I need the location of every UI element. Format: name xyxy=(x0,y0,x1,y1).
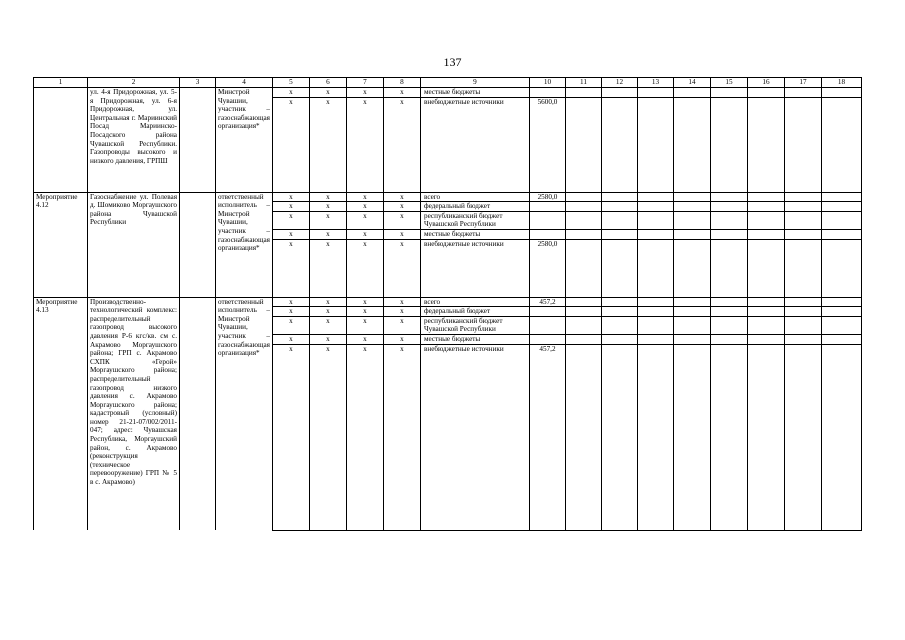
empty-cell xyxy=(710,344,747,530)
funding-amount xyxy=(529,307,565,317)
header-row xyxy=(34,78,862,88)
funding-source: всего xyxy=(420,297,529,307)
empty-cell xyxy=(673,307,710,317)
empty-cell xyxy=(180,88,216,193)
status-mark: х xyxy=(309,316,346,334)
status-mark: х xyxy=(346,192,383,202)
status-mark: х xyxy=(346,202,383,212)
empty-cell xyxy=(601,297,637,307)
status-mark: х xyxy=(309,297,346,307)
status-mark: х xyxy=(346,229,383,239)
status-mark: х xyxy=(346,239,383,297)
status-mark: х xyxy=(383,239,420,297)
status-mark: х xyxy=(272,239,309,297)
empty-cell xyxy=(747,229,784,239)
activity-code xyxy=(34,88,88,193)
empty-cell xyxy=(601,239,637,297)
funding-source: республиканский бюджет Чувашской Республики xyxy=(420,211,529,229)
activity-description: Производственно-технологический комплекс: распределительный газопровод высокого давления Р-6 кгс/кв. см с. Акрамово Моргаушского района; ГРП с. Акрамово СХПК «Герой» Моргаушского района; распределительный газопровод низкого давления с. Акрамово Моргаушского района; кадастровый (условный) номер 21-21-07/002/2011-047; адрес: Чувашская Республика, Моргаушский район, с. Акрамово (реконструкция (техническое перевооружение) ГРП № 5 в с. Акрамово) xyxy=(88,297,180,530)
status-mark: х xyxy=(272,211,309,229)
status-mark: х xyxy=(346,88,383,98)
status-mark: х xyxy=(272,334,309,344)
empty-cell xyxy=(565,307,601,317)
funding-source: всего xyxy=(420,192,529,202)
header-cell: 3 xyxy=(180,78,216,88)
empty-cell xyxy=(784,229,821,239)
empty-cell xyxy=(784,297,821,307)
empty-cell xyxy=(565,192,601,202)
funding-source: местные бюджеты xyxy=(420,229,529,239)
empty-cell xyxy=(784,88,821,98)
empty-cell xyxy=(637,334,673,344)
status-mark: х xyxy=(272,344,309,530)
empty-cell xyxy=(565,334,601,344)
empty-cell xyxy=(784,334,821,344)
status-mark: х xyxy=(383,344,420,530)
empty-cell xyxy=(673,202,710,212)
activity-code: Мероприятие 4.13 xyxy=(34,297,88,530)
empty-cell xyxy=(784,239,821,297)
page-number: 137 xyxy=(443,55,462,69)
status-mark: х xyxy=(383,334,420,344)
empty-cell xyxy=(180,192,216,297)
empty-cell xyxy=(747,307,784,317)
empty-cell xyxy=(784,97,821,192)
status-mark: х xyxy=(346,297,383,307)
empty-cell xyxy=(601,229,637,239)
activity-code: Мероприятие 4.12 xyxy=(34,192,88,297)
empty-cell xyxy=(784,344,821,530)
empty-cell xyxy=(821,334,861,344)
table-row xyxy=(34,297,862,307)
empty-cell xyxy=(601,202,637,212)
empty-cell xyxy=(747,97,784,192)
empty-cell xyxy=(747,88,784,98)
header-cell: 8 xyxy=(383,78,420,88)
empty-cell xyxy=(637,88,673,98)
empty-cell xyxy=(637,192,673,202)
funding-source: местные бюджеты xyxy=(420,88,529,98)
status-mark: х xyxy=(272,307,309,317)
status-mark: х xyxy=(346,344,383,530)
empty-cell xyxy=(637,239,673,297)
status-mark: х xyxy=(346,334,383,344)
funding-amount xyxy=(529,334,565,344)
status-mark: х xyxy=(346,316,383,334)
status-mark: х xyxy=(383,229,420,239)
status-mark: х xyxy=(346,97,383,192)
funding-amount: 5600,0 xyxy=(529,97,565,192)
empty-cell xyxy=(637,97,673,192)
empty-cell xyxy=(821,239,861,297)
status-mark: х xyxy=(272,192,309,202)
empty-cell xyxy=(601,97,637,192)
status-mark: х xyxy=(383,316,420,334)
empty-cell xyxy=(565,97,601,192)
header-cell: 17 xyxy=(784,78,821,88)
status-mark: х xyxy=(309,211,346,229)
empty-cell xyxy=(821,297,861,307)
empty-cell xyxy=(673,344,710,530)
funding-amount xyxy=(529,211,565,229)
empty-cell xyxy=(673,88,710,98)
empty-cell xyxy=(821,344,861,530)
funding-amount xyxy=(529,88,565,98)
empty-cell xyxy=(710,192,747,202)
status-mark: х xyxy=(346,307,383,317)
header-cell: 11 xyxy=(565,78,601,88)
empty-cell xyxy=(710,316,747,334)
responsible-executor: ответственный исполнитель – Минстрой Чувашии, участник – газоснабжающая организация* xyxy=(216,297,273,530)
funding-amount: 2580,0 xyxy=(529,192,565,202)
empty-cell xyxy=(673,316,710,334)
header-cell: 1 xyxy=(34,78,88,88)
status-mark: х xyxy=(383,192,420,202)
status-mark: х xyxy=(272,202,309,212)
status-mark: х xyxy=(383,97,420,192)
empty-cell xyxy=(637,229,673,239)
funding-source: федеральный бюджет xyxy=(420,202,529,212)
empty-cell xyxy=(747,334,784,344)
program-table xyxy=(33,77,862,531)
table-row xyxy=(34,88,862,98)
status-mark: х xyxy=(309,97,346,192)
empty-cell xyxy=(601,88,637,98)
empty-cell xyxy=(601,307,637,317)
empty-cell xyxy=(673,192,710,202)
funding-source: федеральный бюджет xyxy=(420,307,529,317)
status-mark: х xyxy=(346,211,383,229)
funding-source: внебюджетные источники xyxy=(420,239,529,297)
empty-cell xyxy=(710,202,747,212)
empty-cell xyxy=(637,202,673,212)
empty-cell xyxy=(710,97,747,192)
table-row xyxy=(34,192,862,202)
empty-cell xyxy=(637,211,673,229)
header-cell: 2 xyxy=(88,78,180,88)
status-mark: х xyxy=(383,202,420,212)
status-mark: х xyxy=(272,97,309,192)
empty-cell xyxy=(747,297,784,307)
header-cell: 16 xyxy=(747,78,784,88)
empty-cell xyxy=(601,334,637,344)
empty-cell xyxy=(710,239,747,297)
responsible-executor: ответственный исполнитель – Минстрой Чувашии, участник – газоснабжающая организация* xyxy=(216,192,273,297)
status-mark: х xyxy=(272,297,309,307)
empty-cell xyxy=(747,202,784,212)
header-cell: 5 xyxy=(272,78,309,88)
empty-cell xyxy=(821,97,861,192)
empty-cell xyxy=(710,211,747,229)
status-mark: х xyxy=(383,211,420,229)
funding-amount: 457,2 xyxy=(529,297,565,307)
empty-cell xyxy=(601,211,637,229)
empty-cell xyxy=(637,344,673,530)
status-mark: х xyxy=(309,307,346,317)
empty-cell xyxy=(784,307,821,317)
status-mark: х xyxy=(272,229,309,239)
empty-cell xyxy=(784,211,821,229)
funding-amount: 2580,0 xyxy=(529,239,565,297)
status-mark: х xyxy=(383,297,420,307)
empty-cell xyxy=(565,344,601,530)
activity-description: Газоснабжение ул. Полевая д. Шомиково Моргаушского района Чувашской Республики xyxy=(88,192,180,297)
empty-cell xyxy=(673,97,710,192)
empty-cell xyxy=(637,297,673,307)
empty-cell xyxy=(601,192,637,202)
empty-cell xyxy=(565,202,601,212)
status-mark: х xyxy=(309,344,346,530)
empty-cell xyxy=(821,307,861,317)
empty-cell xyxy=(710,307,747,317)
empty-cell xyxy=(673,334,710,344)
empty-cell xyxy=(673,239,710,297)
header-cell: 18 xyxy=(821,78,861,88)
status-mark: х xyxy=(309,229,346,239)
empty-cell xyxy=(565,316,601,334)
status-mark: х xyxy=(309,239,346,297)
status-mark: х xyxy=(272,88,309,98)
empty-cell xyxy=(710,229,747,239)
empty-cell xyxy=(565,297,601,307)
empty-cell xyxy=(821,229,861,239)
empty-cell xyxy=(747,344,784,530)
empty-cell xyxy=(180,297,216,530)
header-cell: 6 xyxy=(309,78,346,88)
funding-amount: 457,2 xyxy=(529,344,565,530)
status-mark: х xyxy=(272,316,309,334)
header-cell: 7 xyxy=(346,78,383,88)
empty-cell xyxy=(565,88,601,98)
empty-cell xyxy=(637,316,673,334)
empty-cell xyxy=(673,297,710,307)
empty-cell xyxy=(673,229,710,239)
status-mark: х xyxy=(309,202,346,212)
empty-cell xyxy=(747,211,784,229)
status-mark: х xyxy=(309,88,346,98)
header-cell: 15 xyxy=(710,78,747,88)
header-cell: 12 xyxy=(601,78,637,88)
empty-cell xyxy=(601,316,637,334)
empty-cell xyxy=(747,316,784,334)
empty-cell xyxy=(747,192,784,202)
funding-amount xyxy=(529,316,565,334)
responsible-executor: Минстрой Чувашии, участник – газоснабжающая организация* xyxy=(216,88,273,193)
header-cell: 4 xyxy=(216,78,273,88)
empty-cell xyxy=(673,211,710,229)
header-cell: 14 xyxy=(673,78,710,88)
empty-cell xyxy=(601,344,637,530)
empty-cell xyxy=(710,88,747,98)
funding-amount xyxy=(529,229,565,239)
empty-cell xyxy=(821,88,861,98)
empty-cell xyxy=(784,316,821,334)
empty-cell xyxy=(710,297,747,307)
status-mark: х xyxy=(309,334,346,344)
empty-cell xyxy=(710,334,747,344)
table-body xyxy=(34,88,862,531)
funding-source: республиканский бюджет Чувашской Республики xyxy=(420,316,529,334)
empty-cell xyxy=(784,202,821,212)
funding-source: внебюджетные источники xyxy=(420,97,529,192)
funding-amount xyxy=(529,202,565,212)
status-mark: х xyxy=(309,192,346,202)
empty-cell xyxy=(821,211,861,229)
activity-description: ул. 4-я Придорожная, ул. 5-я Придорожная, ул. 6-я Придорожная, ул. Центральная г. Мариинский Посад Мариинско-Посадского района Чувашской Республики. Газопроводы высокого и низкого давления, ГРПШ xyxy=(88,88,180,193)
funding-source: местные бюджеты xyxy=(420,334,529,344)
header-cell: 13 xyxy=(637,78,673,88)
empty-cell xyxy=(637,307,673,317)
empty-cell xyxy=(747,239,784,297)
status-mark: х xyxy=(383,88,420,98)
empty-cell xyxy=(565,239,601,297)
empty-cell xyxy=(784,192,821,202)
header-cell: 9 xyxy=(420,78,529,88)
status-mark: х xyxy=(383,307,420,317)
empty-cell xyxy=(821,192,861,202)
funding-source: внебюджетные источники xyxy=(420,344,529,530)
empty-cell xyxy=(565,211,601,229)
header-cell: 10 xyxy=(529,78,565,88)
empty-cell xyxy=(821,202,861,212)
empty-cell xyxy=(821,316,861,334)
empty-cell xyxy=(565,229,601,239)
